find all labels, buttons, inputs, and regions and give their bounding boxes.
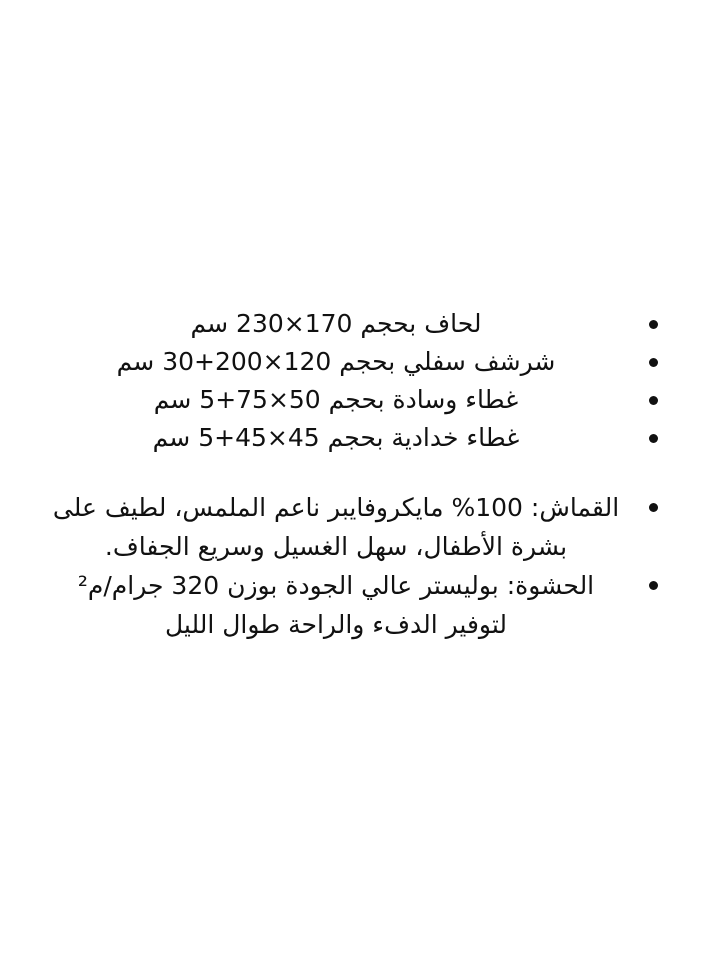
list-item-filling xyxy=(0,566,704,644)
list-item-text: غطاء وسادة بحجم 50×75+5 سم xyxy=(153,385,519,414)
list-item-text: الحشوة: بوليستر عالي الجودة بوزن 320 جرام/م² لتوفير الدفء والراحة طوال الليل xyxy=(77,571,595,639)
size-list xyxy=(0,305,704,457)
bullet-icon xyxy=(649,320,658,329)
list-item-text: لحاف بحجم 170×230 سم xyxy=(190,309,482,338)
list-item-pillow-cover xyxy=(0,381,704,419)
bullet-icon xyxy=(649,434,658,443)
bullet-icon xyxy=(649,581,658,590)
list-item-duvet xyxy=(0,305,704,343)
bullet-icon xyxy=(649,396,658,405)
bullet-icon xyxy=(649,358,658,367)
list-item-text: غطاء خدادية بحجم 45×45+5 سم xyxy=(152,423,520,452)
list-item-fabric xyxy=(0,488,704,566)
list-item-text: شرشف سفلي بحجم 120×200+30 سم xyxy=(116,347,556,376)
list-item-text: القماش: 100% مايكروفايبر ناعم الملمس، لطيف على بشرة الأطفال، سهل الغسيل وسريع الجفاف. xyxy=(52,493,620,561)
list-item-cushion-cover xyxy=(0,419,704,457)
list-item-fitted-sheet xyxy=(0,343,704,381)
bullet-icon xyxy=(649,503,658,512)
details-list xyxy=(0,488,704,644)
